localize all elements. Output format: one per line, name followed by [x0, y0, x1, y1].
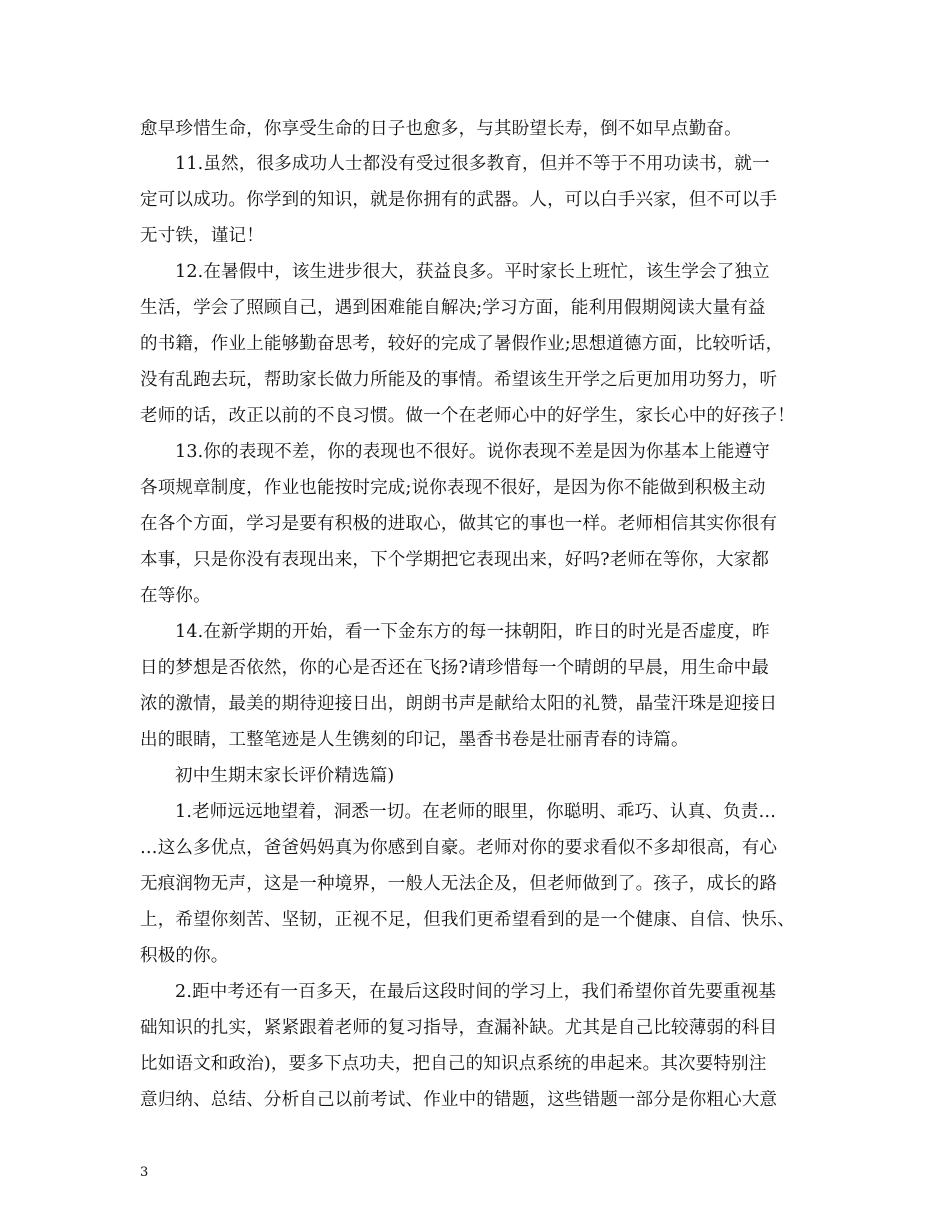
text-line: 上，希望你刻苦、坚韧，正视不足，但我们更希望看到的是一个健康、自信、快乐、: [140, 910, 795, 930]
text-line: 愈早珍惜生命，你享受生命的日子也愈多，与其盼望长寿，倒不如早点勤奋。: [140, 119, 742, 139]
text-line: 比如语文和政治)，要多下点功夫，把自己的知识点系统的串起来。其次要特别注: [140, 1054, 767, 1074]
text-line: 本事，只是你没有表现出来，下个学期把它表现出来，好吗?老师在等你，大家都: [140, 550, 770, 570]
text-line: 各项规章制度，作业也能按时完成;说你表现不很好，是因为你不能做到积极主动: [140, 478, 766, 498]
text-line: 无痕润物无声，这是一种境界，一般人无法企及，但老师做到了。孩子，成长的路: [140, 874, 778, 894]
text-line: 没有乱跑去玩，帮助家长做力所能及的事情。希望该生开学之后更加用功努力，听: [140, 370, 778, 390]
text-line: 老师的话，改正以前的不良习惯。做一个在老师心中的好学生，家长心中的好孩子！: [140, 406, 795, 426]
text-line: 1.老师远远地望着，洞悉一切。在老师的眼里，你聪明、乖巧、认真、负责…: [175, 802, 777, 822]
text-line: 生活，学会了照顾自己，遇到困难能自解决;学习方面，能利用假期阅读大量有益: [140, 298, 766, 318]
text-line: 2.距中考还有一百多天，在最后这段时间的学习上，我们希望你首先要重视基: [175, 982, 777, 1002]
text-line: 在各个方面，学习是要有积极的进取心，做其它的事也一样。老师相信其实你很有: [140, 514, 778, 534]
text-line: 14.在新学期的开始，看一下金东方的每一抹朝阳，昨日的时光是否虚度，昨: [175, 622, 770, 642]
text-line: 础知识的扎实，紧紧跟着老师的复习指导，查漏补缺。尤其是自己比较薄弱的科目: [140, 1018, 778, 1038]
text-line: …这么多优点，爸爸妈妈真为你感到自豪。老师对你的要求看似不多却很高，有心: [140, 838, 778, 858]
text-line: 13.你的表现不差，你的表现也不很好。说你表现不差是因为你基本上能遵守: [175, 442, 770, 462]
text-line: 出的眼睛，工整笔迹是人生镌刻的印记，墨香书卷是壮丽青春的诗篇。: [140, 730, 689, 750]
text-line: 浓的激情，最美的期待迎接日出，朗朗书声是献给太阳的礼赞，晶莹汗珠是迎接日: [140, 694, 778, 714]
text-line: 意归纳、总结、分析自己以前考试、作业中的错题，这些错题一部分是你粗心大意: [140, 1090, 778, 1110]
text-line: 的书籍，作业上能够勤奋思考，较好的完成了暑假作业;思想道德方面，比较听话，: [140, 334, 784, 354]
text-line: 11.虽然，很多成功人士都没有受过很多教育，但并不等于不用功读书，就一: [175, 154, 770, 174]
text-line: 在等你。: [140, 586, 211, 606]
text-line: 日的梦想是否依然，你的心是否还在飞扬?请珍惜每一个晴朗的早晨，用生命中最: [140, 658, 770, 678]
text-line: 12.在暑假中，该生进步很大，获益良多。平时家长上班忙，该生学会了独立: [175, 262, 770, 282]
text-line: 积极的你。: [140, 946, 229, 966]
text-line: 定可以成功。你学到的知识，就是你拥有的武器。人，可以白手兴家，但不可以手: [140, 190, 778, 210]
text-line: 无寸铁，谨记！: [140, 226, 264, 246]
section-heading: 初中生期末家长评价精选篇): [175, 766, 395, 786]
page-number: 3: [140, 1165, 149, 1180]
